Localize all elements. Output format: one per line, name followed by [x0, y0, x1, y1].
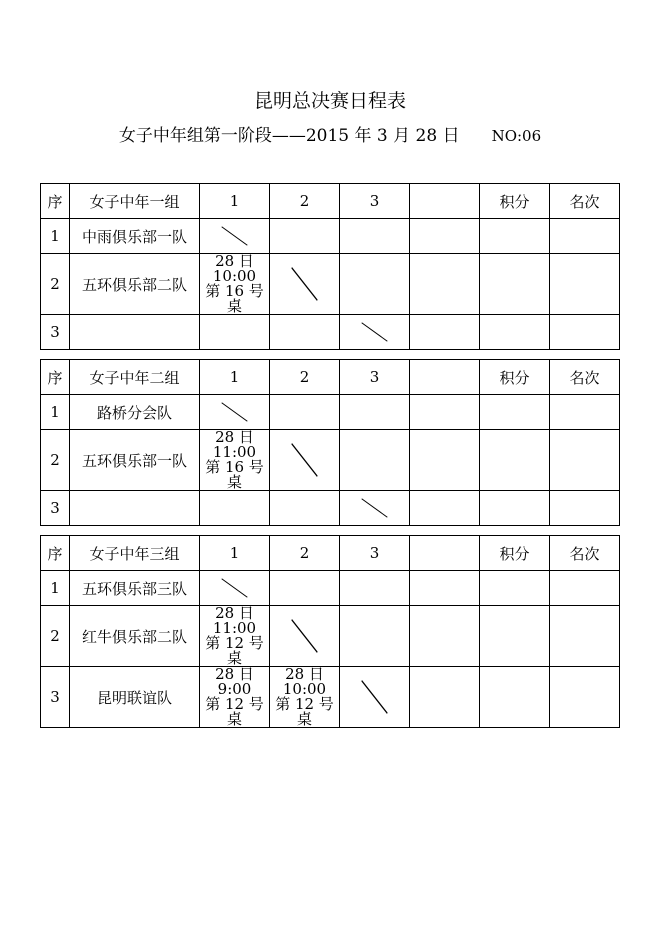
diagonal-cell — [270, 254, 340, 315]
points-cell — [480, 315, 550, 350]
blank-cell — [410, 254, 480, 315]
row-seq: 3 — [41, 491, 70, 526]
row-team: 五环俱乐部三队 — [70, 571, 200, 606]
points-cell — [480, 430, 550, 491]
points-cell — [480, 254, 550, 315]
match-time: 28 日 10:00 — [282, 665, 327, 698]
rank-cell — [550, 315, 620, 350]
page-subtitle — [0, 121, 660, 146]
header-col-1: 1 — [200, 184, 270, 219]
row-seq: 1 — [41, 571, 70, 606]
row-team: 五环俱乐部二队 — [70, 254, 200, 315]
header-blank — [410, 360, 480, 395]
blank-cell — [410, 667, 480, 728]
table-row — [41, 606, 620, 667]
rank-cell — [550, 395, 620, 430]
header-col-3: 3 — [340, 536, 410, 571]
header-col-1: 1 — [200, 536, 270, 571]
header-seq: 序 — [41, 536, 70, 571]
row-seq: 1 — [41, 219, 70, 254]
match-time-cell — [200, 430, 270, 491]
row-team: 昆明联谊队 — [70, 667, 200, 728]
diagonal-cell — [340, 667, 410, 728]
match-cell — [270, 571, 340, 606]
points-cell — [480, 667, 550, 728]
header-seq: 序 — [41, 184, 70, 219]
row-team: 路桥分会队 — [70, 395, 200, 430]
subtitle-text: 女子中年组第一阶段——2015 年 3 月 28 日 — [118, 126, 460, 146]
match-table-number: 第 16 号桌 — [205, 282, 264, 315]
row-team — [70, 491, 200, 526]
diagonal-cell — [270, 430, 340, 491]
diagonal-cell — [340, 491, 410, 526]
header-group-name: 女子中年一组 — [70, 184, 200, 219]
match-cell — [340, 571, 410, 606]
header-col-2: 2 — [270, 184, 340, 219]
header-blank — [410, 184, 480, 219]
blank-cell — [410, 219, 480, 254]
rank-cell — [550, 606, 620, 667]
schedule-table-group-2 — [40, 359, 620, 526]
header-rank: 名次 — [550, 184, 620, 219]
diagonal-cell — [200, 571, 270, 606]
blank-cell — [410, 491, 480, 526]
match-time: 28 日 11:00 — [212, 428, 257, 461]
row-seq: 1 — [41, 395, 70, 430]
match-cell — [270, 491, 340, 526]
rank-cell — [550, 667, 620, 728]
rank-cell — [550, 491, 620, 526]
row-seq: 3 — [41, 315, 70, 350]
blank-cell — [410, 430, 480, 491]
match-cell — [270, 219, 340, 254]
blank-cell — [410, 571, 480, 606]
rank-cell — [550, 254, 620, 315]
match-time: 28 日 10:00 — [212, 252, 257, 285]
match-table-number: 第 12 号桌 — [275, 695, 334, 728]
match-table-number: 第 12 号桌 — [205, 695, 264, 728]
schedule-table-group-3 — [40, 535, 620, 728]
diagonal-cell — [200, 395, 270, 430]
page-title: 昆明总决赛日程表 — [253, 90, 406, 112]
row-team: 中雨俱乐部一队 — [70, 219, 200, 254]
points-cell — [480, 606, 550, 667]
header-points: 积分 — [480, 536, 550, 571]
match-cell — [200, 491, 270, 526]
table-row — [41, 315, 620, 350]
diagonal-cell — [200, 219, 270, 254]
points-cell — [480, 395, 550, 430]
header-rank: 名次 — [550, 536, 620, 571]
match-cell — [270, 395, 340, 430]
header-points: 积分 — [480, 360, 550, 395]
rank-cell — [550, 219, 620, 254]
row-seq: 3 — [41, 667, 70, 728]
row-team: 五环俱乐部一队 — [70, 430, 200, 491]
match-cell — [340, 430, 410, 491]
table-row — [41, 430, 620, 491]
header-col-2: 2 — [270, 536, 340, 571]
row-seq: 2 — [41, 430, 70, 491]
match-time-cell — [200, 254, 270, 315]
header-group-name: 女子中年二组 — [70, 360, 200, 395]
diagonal-cell — [270, 606, 340, 667]
blank-cell — [410, 606, 480, 667]
header-blank — [410, 536, 480, 571]
schedule-table-group-1 — [40, 183, 620, 350]
match-cell — [340, 219, 410, 254]
match-time: 28 日 11:00 — [212, 604, 257, 637]
header-col-2: 2 — [270, 360, 340, 395]
points-cell — [480, 491, 550, 526]
table-row — [41, 395, 620, 430]
match-cell — [270, 315, 340, 350]
table-row — [41, 254, 620, 315]
match-time-cell — [270, 667, 340, 728]
document-number: NO:06 — [491, 127, 542, 145]
match-cell — [340, 606, 410, 667]
match-time-cell — [200, 667, 270, 728]
match-cell — [200, 315, 270, 350]
header-seq: 序 — [41, 360, 70, 395]
blank-cell — [410, 395, 480, 430]
table-row — [41, 491, 620, 526]
header-col-3: 3 — [340, 360, 410, 395]
row-seq: 2 — [41, 254, 70, 315]
table-row — [41, 667, 620, 728]
points-cell — [480, 219, 550, 254]
diagonal-cell — [340, 315, 410, 350]
row-seq: 2 — [41, 606, 70, 667]
match-cell — [340, 254, 410, 315]
header-col-1: 1 — [200, 360, 270, 395]
table-header-row — [41, 360, 620, 395]
match-table-number: 第 16 号桌 — [205, 458, 264, 491]
header-group-name: 女子中年三组 — [70, 536, 200, 571]
match-table-number: 第 12 号桌 — [205, 634, 264, 667]
row-team — [70, 315, 200, 350]
header-points: 积分 — [480, 184, 550, 219]
points-cell — [480, 571, 550, 606]
table-header-row — [41, 184, 620, 219]
header-col-3: 3 — [340, 184, 410, 219]
blank-cell — [410, 315, 480, 350]
match-time-cell — [200, 606, 270, 667]
rank-cell — [550, 571, 620, 606]
table-row — [41, 571, 620, 606]
table-row — [41, 219, 620, 254]
table-header-row — [41, 536, 620, 571]
rank-cell — [550, 430, 620, 491]
match-cell — [340, 395, 410, 430]
header-rank: 名次 — [550, 360, 620, 395]
row-team: 红牛俱乐部二队 — [70, 606, 200, 667]
match-time: 28 日 9:00 — [215, 665, 254, 698]
